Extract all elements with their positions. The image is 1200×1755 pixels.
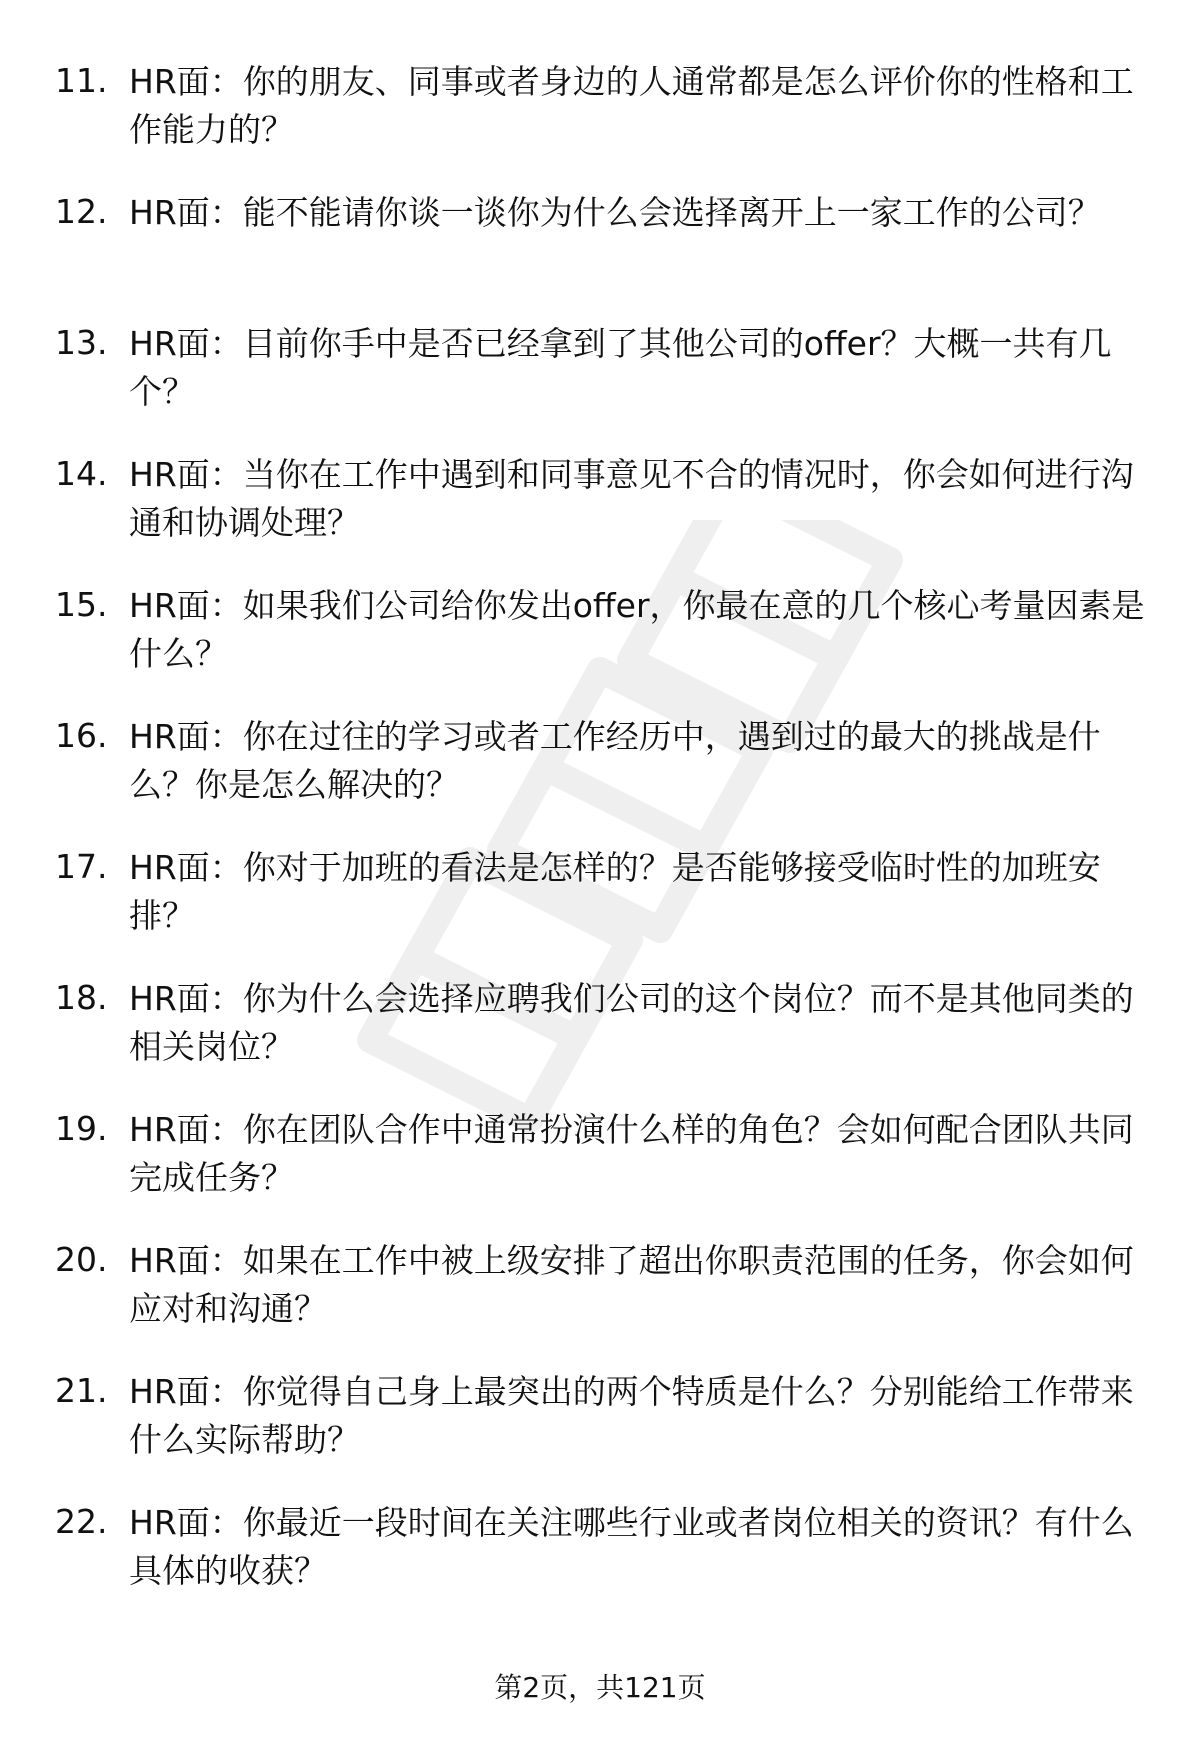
list-item <box>0 1499 1200 1630</box>
question-number: 20. <box>55 1240 108 1279</box>
list-item <box>0 844 1200 975</box>
question-text: HR面：当你在工作中遇到和同事意见不合的情况时，你会如何进行沟通和协调处理？ <box>129 455 1134 542</box>
question-number: 17. <box>55 847 108 886</box>
list-item <box>0 189 1200 320</box>
question-text: HR面：你为什么会选择应聘我们公司的这个岗位？而不是其他同类的相关岗位？ <box>129 979 1134 1066</box>
question-number: 12. <box>55 192 108 231</box>
question-list <box>0 58 1200 1630</box>
list-item <box>0 451 1200 582</box>
list-item <box>0 1237 1200 1368</box>
question-text: HR面：你在团队合作中通常扮演什么样的角色？会如何配合团队共同完成任务？ <box>129 1110 1134 1197</box>
list-item <box>0 582 1200 713</box>
question-text: HR面：目前你手中是否已经拿到了其他公司的offer？大概一共有几个？ <box>129 324 1112 411</box>
page-number-footer: 第2页，共121页 <box>494 1671 706 1704</box>
question-number: 18. <box>55 978 108 1017</box>
question-text: HR面：你在过往的学习或者工作经历中，遇到过的最大的挑战是什么？你是怎么解决的？ <box>129 717 1101 804</box>
question-number: 19. <box>55 1109 108 1148</box>
question-text: HR面：如果在工作中被上级安排了超出你职责范围的任务，你会如何应对和沟通？ <box>129 1241 1134 1328</box>
question-text: HR面：你对于加班的看法是怎样的？是否能够接受临时性的加班安排？ <box>129 848 1101 935</box>
question-number: 13. <box>55 323 108 362</box>
question-text: HR面：你最近一段时间在关注哪些行业或者岗位相关的资讯？有什么具体的收获？ <box>129 1503 1134 1590</box>
question-number: 16. <box>55 716 108 755</box>
list-item <box>0 320 1200 451</box>
list-item <box>0 975 1200 1106</box>
question-number: 11. <box>55 61 108 100</box>
question-text: HR面：你的朋友、同事或者身边的人通常都是怎么评价你的性格和工作能力的？ <box>129 62 1134 149</box>
question-text: HR面：如果我们公司给你发出offer，你最在意的几个核心考量因素是什么？ <box>129 586 1145 673</box>
list-item <box>0 1106 1200 1237</box>
question-text: HR面：你觉得自己身上最突出的两个特质是什么？分别能给工作带来什么实际帮助？ <box>129 1372 1134 1459</box>
list-item <box>0 58 1200 189</box>
question-number: 21. <box>55 1371 108 1410</box>
question-number: 22. <box>55 1502 108 1541</box>
question-number: 15. <box>55 585 108 624</box>
list-item <box>0 1368 1200 1499</box>
question-number: 14. <box>55 454 108 493</box>
list-item <box>0 713 1200 844</box>
question-text: HR面：能不能请你谈一谈你为什么会选择离开上一家工作的公司？ <box>129 193 1101 232</box>
